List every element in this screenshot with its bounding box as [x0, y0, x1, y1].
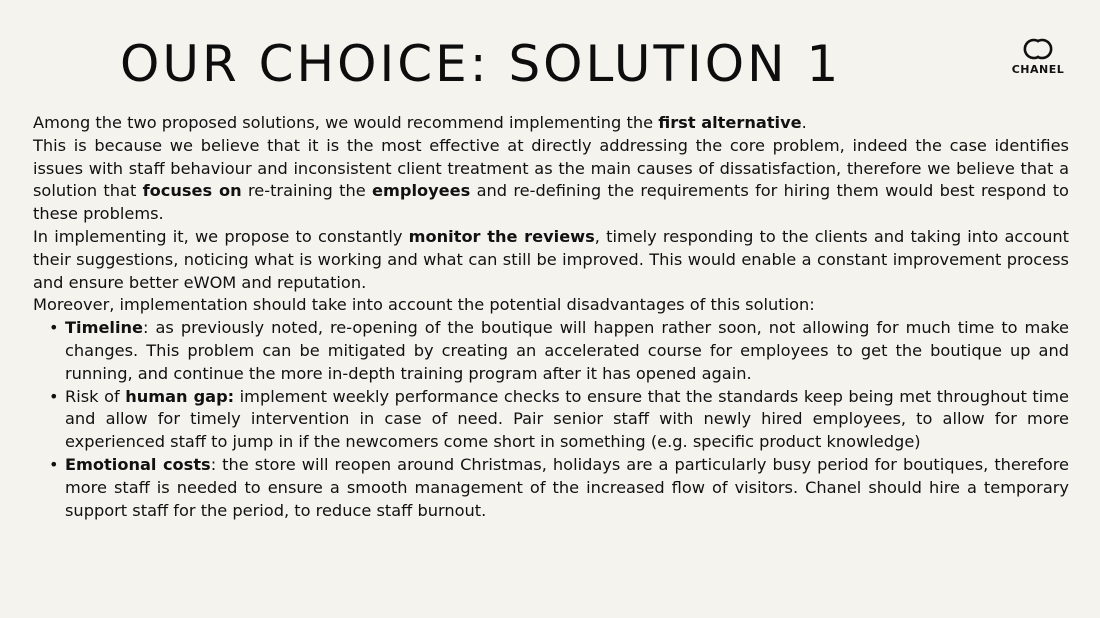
paragraph-implementation: In implementing it, we propose to constantly monitor the reviews, timely responding to the clients and taking into account their suggestions, noticing what is working and what can still be improved. This would enable a constant improvement process and ensure better eWOM and reputation. — [33, 226, 1069, 292]
list-item-timeline: • Timeline: as previously noted, re-opening of the boutique will happen rather soon, not allowing for much time to make changes. This problem can be mitigated by creating an accelerated course for employees to get the boutique up and running, and continue the more in-depth training program after it has opened again. — [49, 318, 1069, 383]
slide-body — [33, 112, 1069, 522]
chanel-wordmark: CHANEL — [1011, 63, 1065, 76]
slide-title: OUR CHOICE: SOLUTION 1 — [120, 35, 842, 93]
list-item-emotional-costs: • Emotional costs: the store will reopen around Christmas, holidays are a particularly busy period for boutiques, therefore more staff is needed to ensure a smooth management of the increased flow of visitors. Chanel should hire a temporary support staff for the period, to reduce staff burnout. — [49, 454, 1070, 520]
chanel-interlocking-cc-icon — [1018, 36, 1058, 62]
disadvantages-list — [33, 317, 1069, 522]
bullet-icon: • — [49, 386, 59, 406]
list-item-human-gap: • Risk of human gap: implement weekly performance checks to ensure that the standards keep being met throughout time and allow for timely intervention in case of need. Pair senior staff with newly hired employees, to allow for more experienced staff to jump in if the newcomers come short in something (e.g. specific product knowledge) — [49, 386, 1069, 452]
emphasis-focuses-on: focuses on — [142, 181, 242, 201]
emphasis-monitor-reviews: monitor the reviews — [408, 226, 595, 246]
paragraph-disadvantages-intro: Moreover, implementation should take into account the potential disadvantages of this solution: — [33, 295, 815, 315]
paragraph-recommendation: Among the two proposed solutions, we would recommend implementing the first alternative. — [33, 113, 807, 132]
bullet-icon: • — [49, 454, 59, 474]
paragraph-rationale: This is because we believe that it is the most effective at directly addressing the core problem, indeed the case identifies issues with staff behaviour and inconsistent client treatment as the main causes of dissatisfaction, therefore we believe that a solution that focuses on re-training the employees and re-defining the requirements for hiring them would best respond to these problems. — [33, 135, 1069, 224]
emphasis-first-alternative: first alternative — [658, 113, 802, 132]
chanel-logo — [1002, 36, 1074, 82]
emphasis-employees: employees — [372, 181, 471, 201]
bullet-icon: • — [49, 318, 59, 338]
